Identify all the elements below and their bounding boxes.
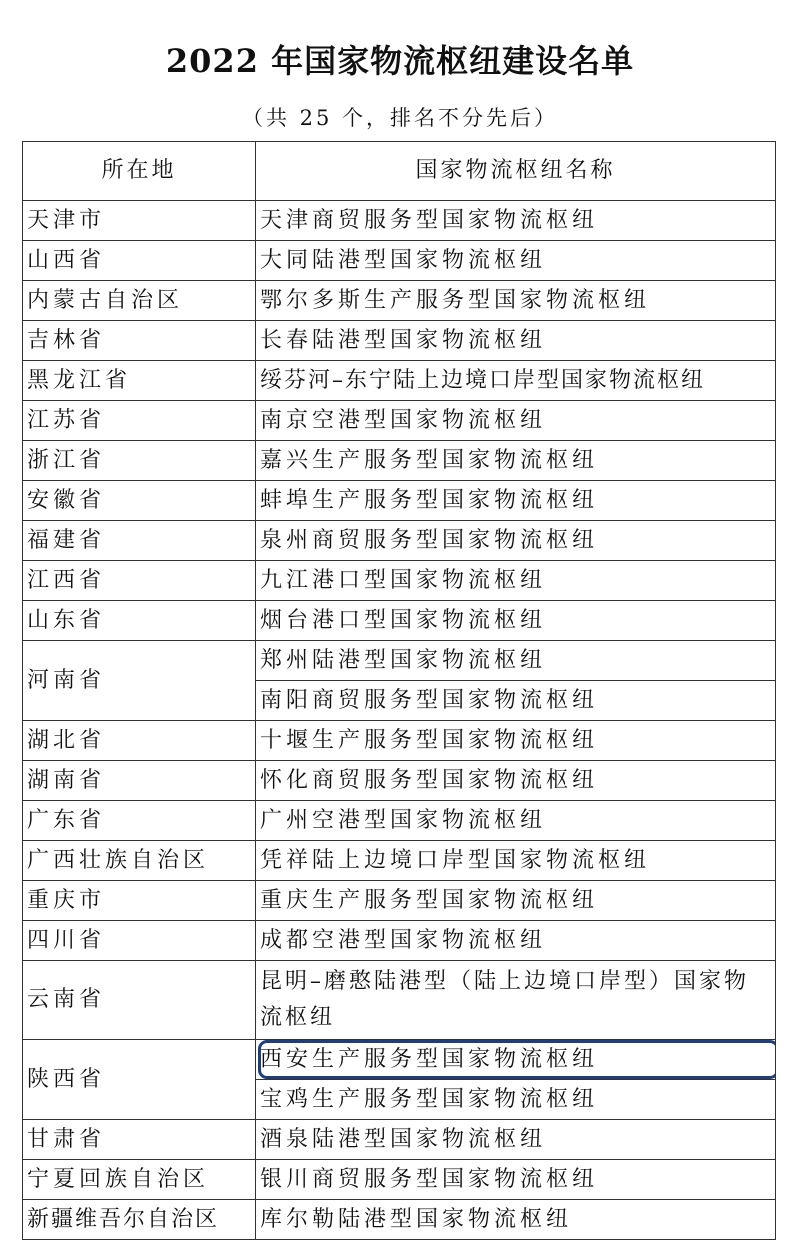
hub-name-cell: 广州空港型国家物流枢纽	[256, 801, 776, 841]
location-cell: 云南省	[23, 961, 256, 1040]
location-cell: 江苏省	[23, 401, 256, 441]
location-cell: 内蒙古自治区	[23, 281, 256, 321]
location-cell: 山西省	[23, 241, 256, 281]
location-cell: 河南省	[23, 641, 256, 721]
location-cell: 四川省	[23, 921, 256, 961]
table-row	[23, 1200, 776, 1240]
location-cell: 重庆市	[23, 881, 256, 921]
header-location: 所在地	[23, 142, 256, 201]
hub-name-cell: 库尔勒陆港型国家物流枢纽	[256, 1200, 776, 1240]
hub-name-cell: 九江港口型国家物流枢纽	[256, 561, 776, 601]
location-cell: 福建省	[23, 521, 256, 561]
location-cell: 黑龙江省	[23, 361, 256, 401]
location-cell: 新疆维吾尔自治区	[23, 1200, 256, 1240]
hub-name-cell: 郑州陆港型国家物流枢纽	[256, 641, 776, 681]
page-title: 2022 年国家物流枢纽建设名单	[165, 42, 635, 80]
location-cell: 宁夏回族自治区	[23, 1160, 256, 1200]
table-row	[23, 921, 776, 961]
location-cell: 湖南省	[23, 761, 256, 801]
hub-name-cell: 蚌埠生产服务型国家物流枢纽	[256, 481, 776, 521]
location-cell: 安徽省	[23, 481, 256, 521]
hub-name-cell: 泉州商贸服务型国家物流枢纽	[256, 521, 776, 561]
hub-name-cell: 十堰生产服务型国家物流枢纽	[256, 721, 776, 761]
hub-name-cell: 嘉兴生产服务型国家物流枢纽	[256, 441, 776, 481]
table-header-row	[23, 142, 776, 201]
hub-name-cell: 酒泉陆港型国家物流枢纽	[256, 1120, 776, 1160]
table-row	[23, 601, 776, 641]
hub-name-cell: 长春陆港型国家物流枢纽	[256, 321, 776, 361]
location-cell: 浙江省	[23, 441, 256, 481]
table-row	[23, 721, 776, 761]
hub-name-cell: 大同陆港型国家物流枢纽	[256, 241, 776, 281]
hub-name-cell: 绥芬河–东宁陆上边境口岸型国家物流枢纽	[256, 361, 776, 401]
hub-list-table	[22, 141, 776, 1240]
table-row	[23, 801, 776, 841]
table-row	[23, 441, 776, 481]
table-row	[23, 241, 776, 281]
table-row	[23, 961, 776, 1040]
table-row	[23, 1120, 776, 1160]
page-subtitle: （共 25 个，排名不分先后）	[241, 106, 559, 130]
location-cell: 江西省	[23, 561, 256, 601]
table-row	[23, 481, 776, 521]
hub-name-cell: 烟台港口型国家物流枢纽	[256, 601, 776, 641]
header-hub-name: 国家物流枢纽名称	[256, 142, 776, 201]
table-row	[23, 361, 776, 401]
location-cell: 广西壮族自治区	[23, 841, 256, 881]
hub-name-cell: 南京空港型国家物流枢纽	[256, 401, 776, 441]
table-row	[23, 201, 776, 241]
hub-name-cell: 天津商贸服务型国家物流枢纽	[256, 201, 776, 241]
hub-name-text: 西安生产服务型国家物流枢纽	[260, 1046, 599, 1072]
location-cell: 天津市	[23, 201, 256, 241]
hub-name-cell: 鄂尔多斯生产服务型国家物流枢纽	[256, 281, 776, 321]
table-row	[23, 281, 776, 321]
table-row	[23, 761, 776, 801]
location-cell: 吉林省	[23, 321, 256, 361]
location-cell: 山东省	[23, 601, 256, 641]
hub-name-cell: 重庆生产服务型国家物流枢纽	[256, 881, 776, 921]
table-row	[23, 1160, 776, 1200]
table-row	[23, 401, 776, 441]
location-cell: 广东省	[23, 801, 256, 841]
hub-name-cell: 银川商贸服务型国家物流枢纽	[256, 1160, 776, 1200]
table-row	[23, 1040, 776, 1080]
table-row	[23, 561, 776, 601]
hub-name-cell: 昆明–磨憨陆港型（陆上边境口岸型）国家物流枢纽	[256, 961, 776, 1040]
location-cell: 甘肃省	[23, 1120, 256, 1160]
table-row	[23, 641, 776, 681]
location-cell: 湖北省	[23, 721, 256, 761]
table-row	[23, 841, 776, 881]
location-cell: 陕西省	[23, 1040, 256, 1120]
table-row	[23, 521, 776, 561]
hub-name-cell: 成都空港型国家物流枢纽	[256, 921, 776, 961]
hub-name-cell: 南阳商贸服务型国家物流枢纽	[256, 681, 776, 721]
hub-name-cell: 宝鸡生产服务型国家物流枢纽	[256, 1080, 776, 1120]
hub-name-cell: 凭祥陆上边境口岸型国家物流枢纽	[256, 841, 776, 881]
table-row	[23, 321, 776, 361]
hub-name-cell: 怀化商贸服务型国家物流枢纽	[256, 761, 776, 801]
table-row	[23, 881, 776, 921]
hub-name-cell-highlighted	[256, 1040, 776, 1080]
